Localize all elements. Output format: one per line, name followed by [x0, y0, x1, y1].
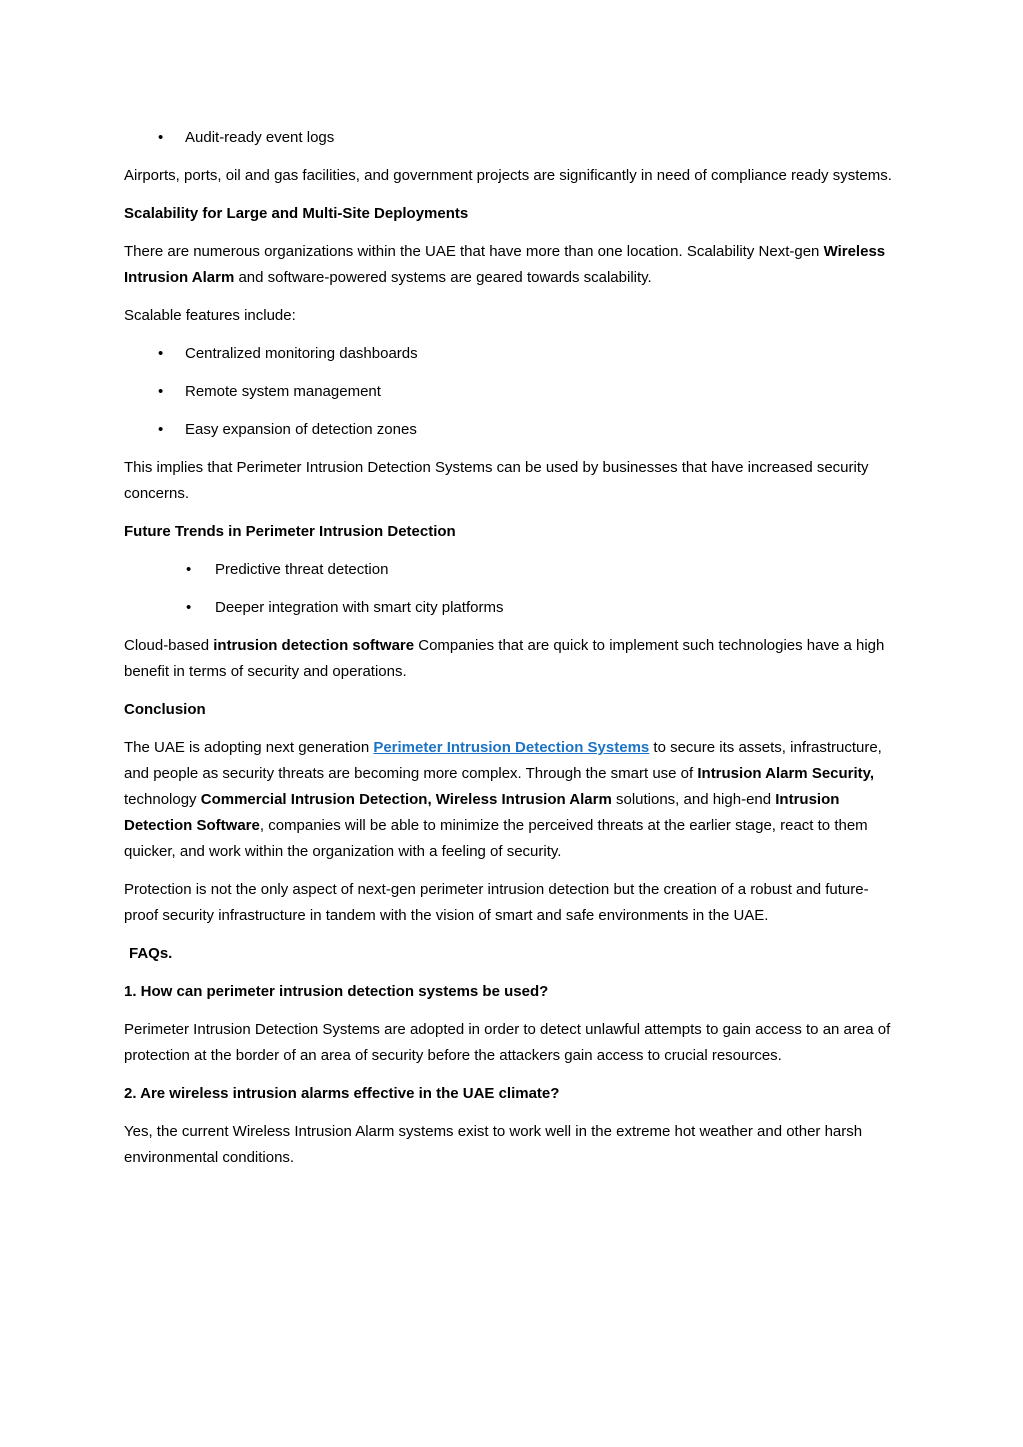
compliance-feature-list	[124, 125, 899, 151]
scalable-features-list	[124, 341, 899, 443]
bold-text-run: Intrusion Alarm Security,	[697, 765, 875, 782]
bold-text-run: Intrusion Detection Software	[124, 791, 840, 834]
bold-text-run: Commercial Intrusion Detection, Wireless Intrusion Alarm	[200, 791, 612, 808]
heading-faqs: FAQs.	[129, 945, 173, 962]
paragraph-answer-1: Perimeter Intrusion Detection Systems are adopted in order to detect unlawful attempts to gain access to an area of protection at the border of an area of security before the attackers gain access to crucial resources.	[124, 1021, 891, 1064]
paragraph-implies: This implies that Perimeter Intrusion Detection Systems can be used by businesses that have increased security concerns.	[124, 459, 869, 502]
list-item-audit-ready-event-logs: • Audit-ready event logs	[124, 125, 899, 151]
list-item-smart-city-integration: • Deeper integration with smart city platforms	[124, 595, 899, 621]
paragraph-cloud-based	[124, 633, 899, 685]
text-run: solutions, and high-end	[611, 791, 776, 808]
paragraph-compliance: Airports, ports, oil and gas facilities, and government projects are significantly in need of compliance ready systems.	[124, 167, 892, 184]
list-item-remote-management: • Remote system management	[124, 379, 899, 405]
heading-future-trends: Future Trends in Perimeter Intrusion Detection	[124, 523, 456, 540]
list-item-centralized-monitoring: • Centralized monitoring dashboards	[124, 341, 899, 367]
text-run: There are numerous organizations within the UAE that have more than one location. Scalability Next-gen	[124, 243, 824, 260]
bold-text-run: intrusion detection software	[213, 637, 415, 654]
future-trends-list	[124, 557, 899, 621]
list-item-predictive-threat-detection: • Predictive threat detection	[124, 557, 899, 583]
heading-question-1: 1. How can perimeter intrusion detection systems be used?	[124, 983, 549, 1000]
paragraph-protection: Protection is not the only aspect of next-gen perimeter intrusion detection but the creation of a robust and future-proof security infrastructure in tandem with the vision of smart and safe environments in the UAE.	[124, 881, 869, 924]
paragraph-answer-2: Yes, the current Wireless Intrusion Alarm systems exist to work well in the extreme hot weather and other harsh environmental conditions.	[124, 1123, 863, 1166]
perimeter-intrusion-detection-systems-link[interactable]: Perimeter Intrusion Detection Systems	[373, 739, 650, 756]
text-run: technology	[124, 791, 201, 808]
text-run: Companies that are quick to implement such technologies have a high benefit in terms of security and operations.	[124, 637, 885, 680]
heading-conclusion: Conclusion	[124, 701, 206, 718]
heading-question-2: 2. Are wireless intrusion alarms effective in the UAE climate?	[124, 1085, 560, 1102]
text-run: and software-powered systems are geared towards scalability.	[234, 269, 652, 286]
text-run: , companies will be able to minimize the perceived threats at the earlier stage, react to them quicker, and work within the organization with a feeling of security.	[124, 817, 868, 860]
text-run: The UAE is adopting next generation	[124, 739, 374, 756]
list-item-easy-expansion: • Easy expansion of detection zones	[124, 417, 899, 443]
paragraph-scalable-features-intro: Scalable features include:	[124, 307, 296, 324]
paragraph-conclusion	[124, 735, 899, 865]
heading-scalability: Scalability for Large and Multi-Site Deployments	[124, 205, 469, 222]
bold-text-run: Wireless Intrusion Alarm	[124, 243, 886, 286]
paragraph-scalability	[124, 239, 899, 291]
text-run: Cloud-based	[124, 637, 214, 654]
text-run: to secure its assets, infrastructure, and people as security threats are becoming more complex. Through the smart use of	[124, 739, 882, 782]
